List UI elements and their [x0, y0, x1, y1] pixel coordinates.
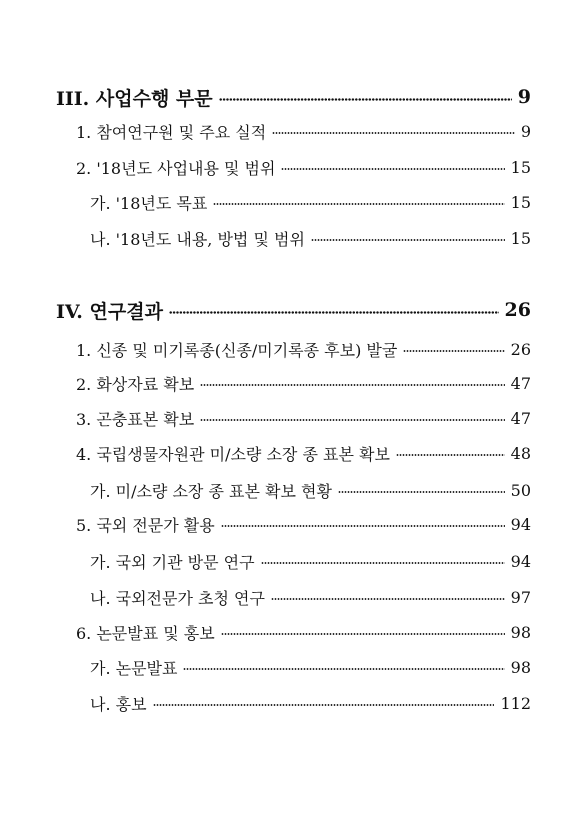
dot-leader: [183, 668, 504, 670]
toc-page-number: 26: [504, 299, 531, 321]
toc-page-number: 48: [510, 443, 531, 463]
toc-page-number: 26: [510, 339, 531, 359]
dot-leader: [153, 704, 495, 706]
toc-entry-title: 나. 국외전문가 초청 연구: [90, 588, 265, 608]
dot-leader: [281, 168, 504, 170]
toc-page-number: 9: [517, 86, 531, 108]
toc-page-number: 47: [510, 373, 531, 393]
toc-entry[interactable]: [76, 440, 531, 466]
dot-leader: [272, 132, 515, 134]
toc-entry[interactable]: [76, 511, 531, 537]
toc-entry-title: 가. '18년도 목표: [90, 193, 208, 213]
toc-page-number: 112: [500, 693, 531, 713]
toc-page-number: 97: [510, 587, 531, 607]
toc-entry-title: 2. '18년도 사업내용 및 범위: [76, 158, 276, 178]
toc-sub-entry[interactable]: [90, 225, 531, 251]
dot-leader: [338, 491, 505, 493]
dot-leader: [221, 525, 505, 527]
toc-entry[interactable]: [76, 619, 531, 645]
toc-sub-entry[interactable]: [90, 690, 531, 716]
toc-entry[interactable]: [76, 118, 531, 144]
toc-entry-title: 4. 국립생물자원관 미/소량 소장 종 표본 확보: [76, 444, 390, 464]
toc-entry-title: 가. 미/소량 소장 종 표본 확보 현황: [90, 481, 332, 501]
toc-entry-title: 6. 논문발표 및 홍보: [76, 623, 215, 643]
toc-page-number: 9: [520, 121, 531, 141]
toc-page-number: 50: [510, 480, 531, 500]
dot-leader: [213, 203, 504, 205]
toc-entry[interactable]: [76, 336, 531, 362]
toc-entry-title: 2. 화상자료 확보: [76, 374, 195, 394]
toc-entry-title: 나. 홍보: [90, 694, 147, 714]
dot-leader: [261, 562, 505, 564]
dot-leader: [200, 419, 504, 421]
dot-leader: [219, 98, 512, 101]
dot-leader: [311, 239, 505, 241]
toc-entry-title: 가. 국외 기관 방문 연구: [90, 552, 255, 572]
toc-page-number: 15: [510, 157, 531, 177]
dot-leader: [396, 454, 505, 456]
toc-entry-title: 3. 곤충표본 확보: [76, 409, 195, 429]
toc-entry[interactable]: [76, 405, 531, 431]
toc-entry-title: 나. '18년도 내용, 방법 및 범위: [90, 229, 305, 249]
toc-entry-title: IV. 연구결과: [56, 300, 163, 323]
dot-leader: [169, 311, 499, 314]
toc-page-number: 94: [510, 514, 531, 534]
toc-entry-title: III. 사업수행 부문: [56, 87, 213, 110]
toc-sub-entry[interactable]: [90, 654, 531, 680]
toc-entry[interactable]: [76, 370, 531, 396]
dot-leader: [271, 598, 505, 600]
toc-entry-title: 5. 국외 전문가 활용: [76, 515, 215, 535]
dot-leader: [221, 633, 505, 635]
toc-entry-title: 1. 신종 및 미기록종(신종/미기록종 후보) 발굴: [76, 340, 398, 360]
toc-entry-title: 가. 논문발표: [90, 658, 178, 678]
toc-sub-entry[interactable]: [90, 548, 531, 574]
dot-leader: [403, 350, 504, 352]
toc-page-number: 94: [510, 551, 531, 571]
toc-entry-title: 1. 참여연구원 및 주요 실적: [76, 122, 267, 142]
toc-page-number: 98: [510, 657, 531, 677]
toc-entry[interactable]: [76, 154, 531, 180]
toc-page-number: 47: [510, 408, 531, 428]
toc-section-entry[interactable]: [56, 84, 531, 110]
toc-section-entry[interactable]: [56, 297, 531, 323]
dot-leader: [200, 384, 504, 386]
toc-sub-entry[interactable]: [90, 584, 531, 610]
toc-page-number: 98: [510, 622, 531, 642]
toc-sub-entry[interactable]: [90, 477, 531, 503]
toc-page-number: 15: [510, 192, 531, 212]
toc-page-number: 15: [510, 228, 531, 248]
toc-sub-entry[interactable]: [90, 189, 531, 215]
